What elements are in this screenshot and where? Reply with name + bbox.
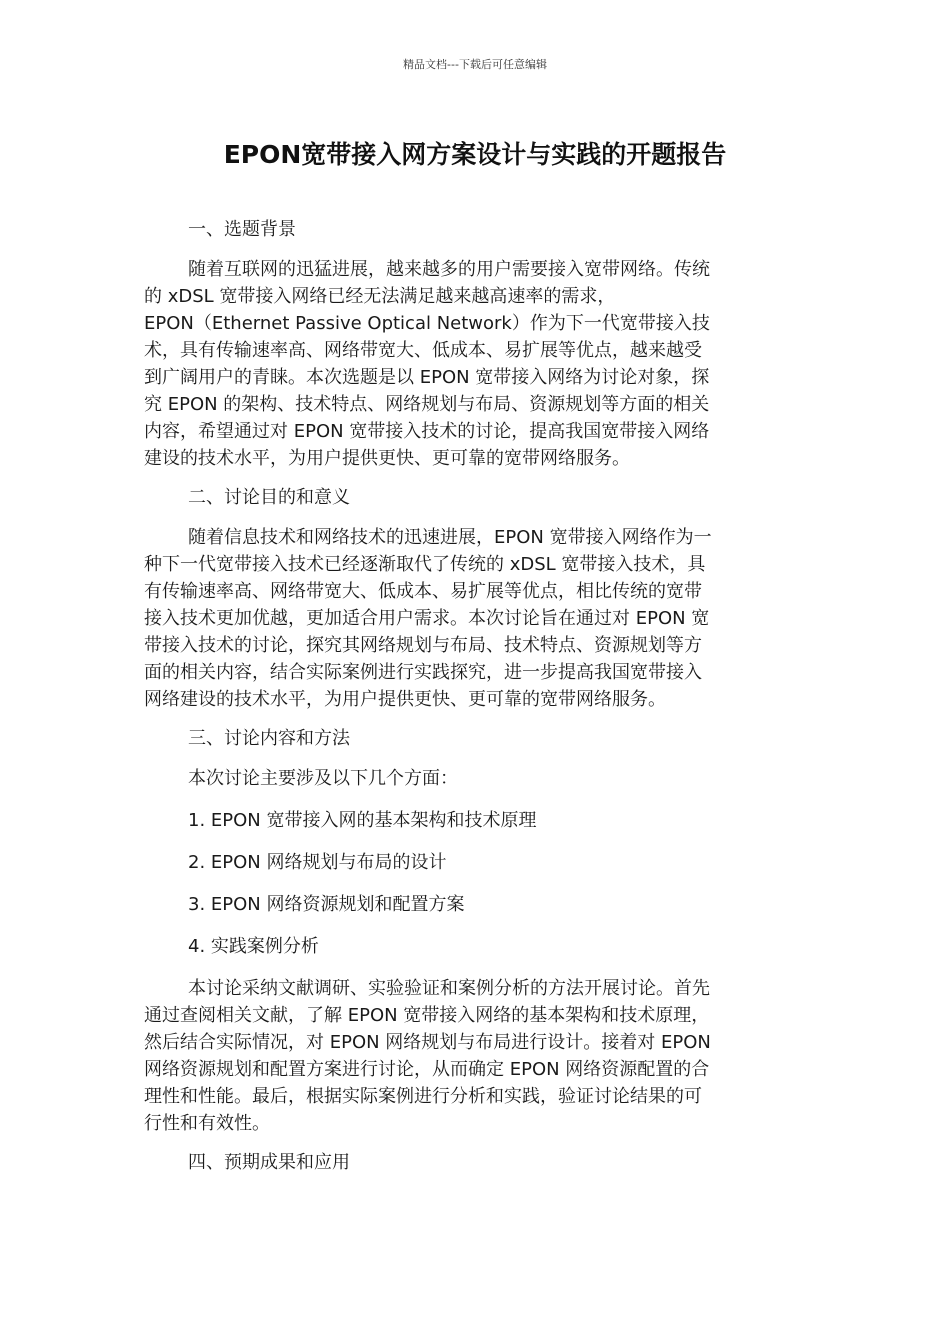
page-header: 精品文档---下载后可任意编辑 bbox=[403, 58, 547, 71]
list-item: 3. EPON 网络资源规划和配置方案 bbox=[188, 894, 465, 915]
text-line: 面的相关内容，结合实际案例进行实践探究，进一步提高我国宽带接入 bbox=[144, 662, 702, 683]
section-heading-purpose: 二、讨论目的和意义 bbox=[188, 487, 350, 508]
document-body bbox=[144, 216, 794, 1189]
text-line: 理性和性能。最后，根据实际案例进行分析和实践，验证讨论结果的可 bbox=[144, 1086, 702, 1107]
section-heading-expected-results: 四、预期成果和应用 bbox=[188, 1152, 350, 1173]
text-line: 种下一代宽带接入技术已经逐渐取代了传统的 xDSL 宽带接入技术，具 bbox=[144, 554, 706, 575]
text-line: 到广阔用户的青睐。本次选题是以 EPON 宽带接入网络为讨论对象，探 bbox=[144, 367, 710, 388]
text-line: 有传输速率高、网络带宽大、低成本、易扩展等优点，相比传统的宽带 bbox=[144, 581, 702, 602]
text-line: 建设的技术水平，为用户提供更快、更可靠的宽带网络服务。 bbox=[144, 448, 630, 469]
list-item: 2. EPON 网络规划与布局的设计 bbox=[188, 852, 447, 873]
section-heading-background: 一、选题背景 bbox=[188, 219, 296, 240]
paragraph-background bbox=[144, 256, 794, 472]
list-item: 4. 实践案例分析 bbox=[188, 936, 319, 957]
document-title: EPON宽带接入网方案设计与实践的开题报告 bbox=[223, 140, 727, 169]
list-item: 1. EPON 宽带接入网的基本架构和技术原理 bbox=[188, 810, 537, 831]
text-line: 行性和有效性。 bbox=[144, 1113, 270, 1134]
text-line: 内容，希望通过对 EPON 宽带接入技术的讨论，提高我国宽带接入网络 bbox=[144, 421, 710, 442]
text-line: 本讨论采纳文献调研、实验验证和案例分析的方法开展讨论。首先 bbox=[188, 978, 710, 999]
text-line: 究 EPON 的架构、技术特点、网络规划与布局、资源规划等方面的相关 bbox=[144, 394, 710, 415]
text-line: 网络资源规划和配置方案进行讨论，从而确定 EPON 网络资源配置的合 bbox=[144, 1059, 710, 1080]
text-line: 网络建设的技术水平，为用户提供更快、更可靠的宽带网络服务。 bbox=[144, 689, 666, 710]
text-line: 带接入技术的讨论，探究其网络规划与布局、技术特点、资源规划等方 bbox=[144, 635, 702, 656]
section-intro: 本次讨论主要涉及以下几个方面： bbox=[188, 768, 458, 789]
text-line: 随着信息技术和网络技术的迅速进展，EPON 宽带接入网络作为一 bbox=[188, 527, 712, 548]
paragraph-method bbox=[144, 975, 794, 1137]
text-line: 的 xDSL 宽带接入网络已经无法满足越来越高速率的需求， bbox=[144, 286, 616, 307]
text-line: 通过查阅相关文献，了解 EPON 宽带接入网络的基本架构和技术原理， bbox=[144, 1005, 710, 1026]
text-line: EPON（Ethernet Passive Optical Network）作为下一代宽带接入技 bbox=[144, 313, 710, 334]
paragraph-purpose bbox=[144, 524, 794, 713]
text-line: 术，具有传输速率高、网络带宽大、低成本、易扩展等优点，越来越受 bbox=[144, 340, 702, 361]
text-line: 随着互联网的迅猛进展，越来越多的用户需要接入宽带网络。传统 bbox=[188, 259, 710, 280]
section-heading-content-method: 三、讨论内容和方法 bbox=[188, 728, 350, 749]
text-line: 接入技术更加优越，更加适合用户需求。本次讨论旨在通过对 EPON 宽 bbox=[144, 608, 710, 629]
text-line: 然后结合实际情况，对 EPON 网络规划与布局进行设计。接着对 EPON bbox=[144, 1032, 711, 1053]
